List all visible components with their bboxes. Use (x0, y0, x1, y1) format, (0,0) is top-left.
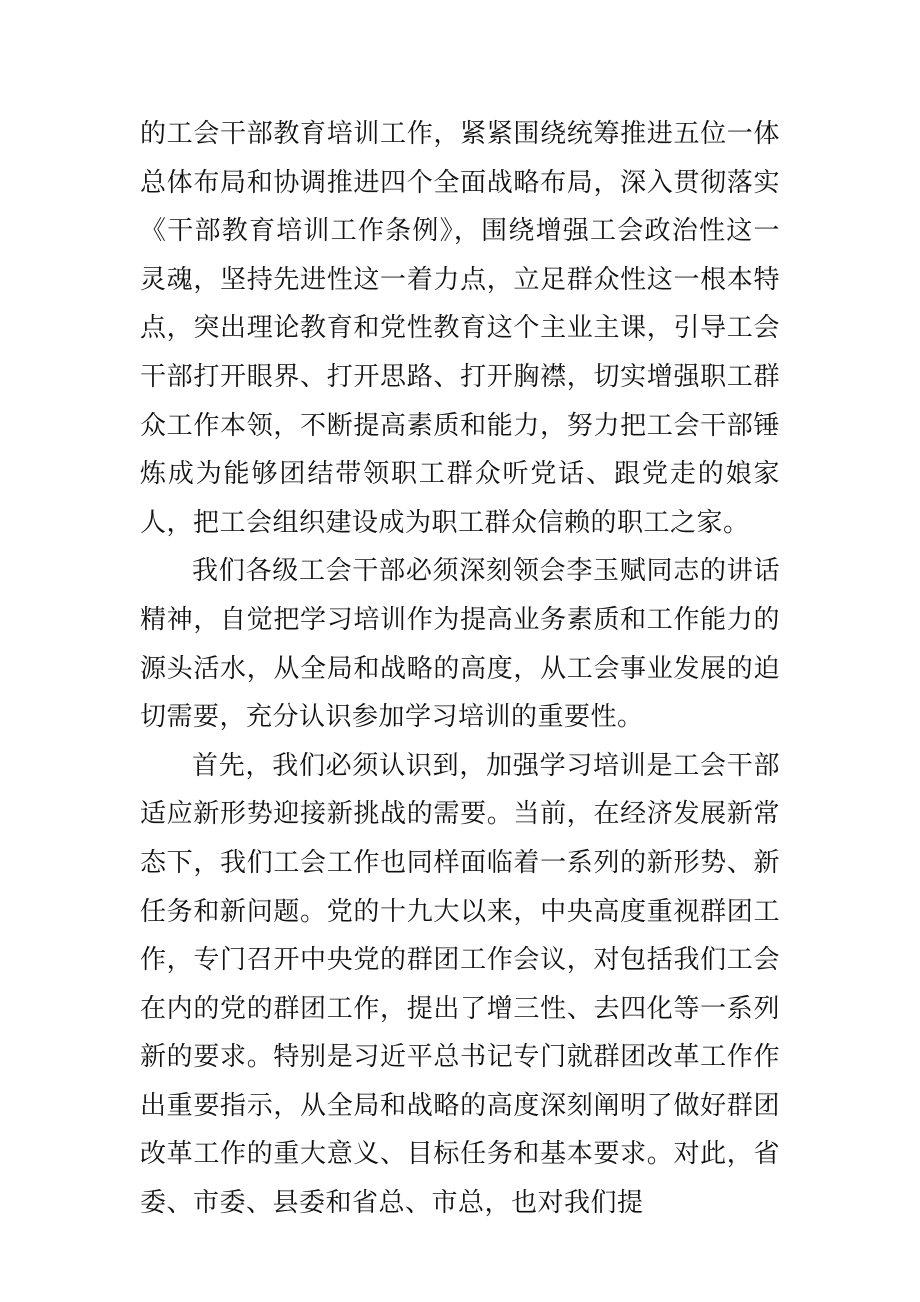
paragraph-continued: 的工会干部教育培训工作，紧紧围绕统筹推进五位一体总体布局和协调推进四个全面战略布局，深入贯彻落实《干部教育培训工作条例》，围绕增强工会政治性这一灵魂，坚持先进性这一着力点，立足群众性这一根本特点，突出理论教育和党性教育这个主业主课，引导工会干部打开眼界、打开思路、打开胸襟，切实增强职工群众工作本领，不断提高素质和能力，努力把工会干部锤炼成为能够团结带领职工群众听党话、跟党走的娘家人，把工会组织建设成为职工群众信赖的职工之家。 (140, 119, 780, 538)
paragraph-first-point: 首先，我们必须认识到，加强学习培训是工会干部适应新形势迎接新挑战的需要。当前，在经济发展新常态下，我们工会工作也同样面临着一系列的新形势、新任务和新问题。党的十九大以来，中央高度重视群团工作，专门召开中央党的群团工作会议，对包括我们工会在内的党的群团工作，提出了增三性、去四化等一系列新的要求。特别是习近平总书记专门就群团改革工作作出重要指示，从全局和战略的高度深刻阐明了做好群团改革工作的重大意义、目标任务和基本要求。对此，省委、市委、县委和省总、市总，也对我们提 (140, 750, 780, 1219)
paragraph-understanding: 我们各级工会干部必须深刻领会李玉赋同志的讲话精神，自觉把学习培训作为提高业务素质和工作能力的源头活水，从全局和战略的高度，从工会事业发展的迫切需要，充分认识参加学习培训的重要性。 (140, 556, 780, 733)
document-body (140, 110, 780, 1228)
